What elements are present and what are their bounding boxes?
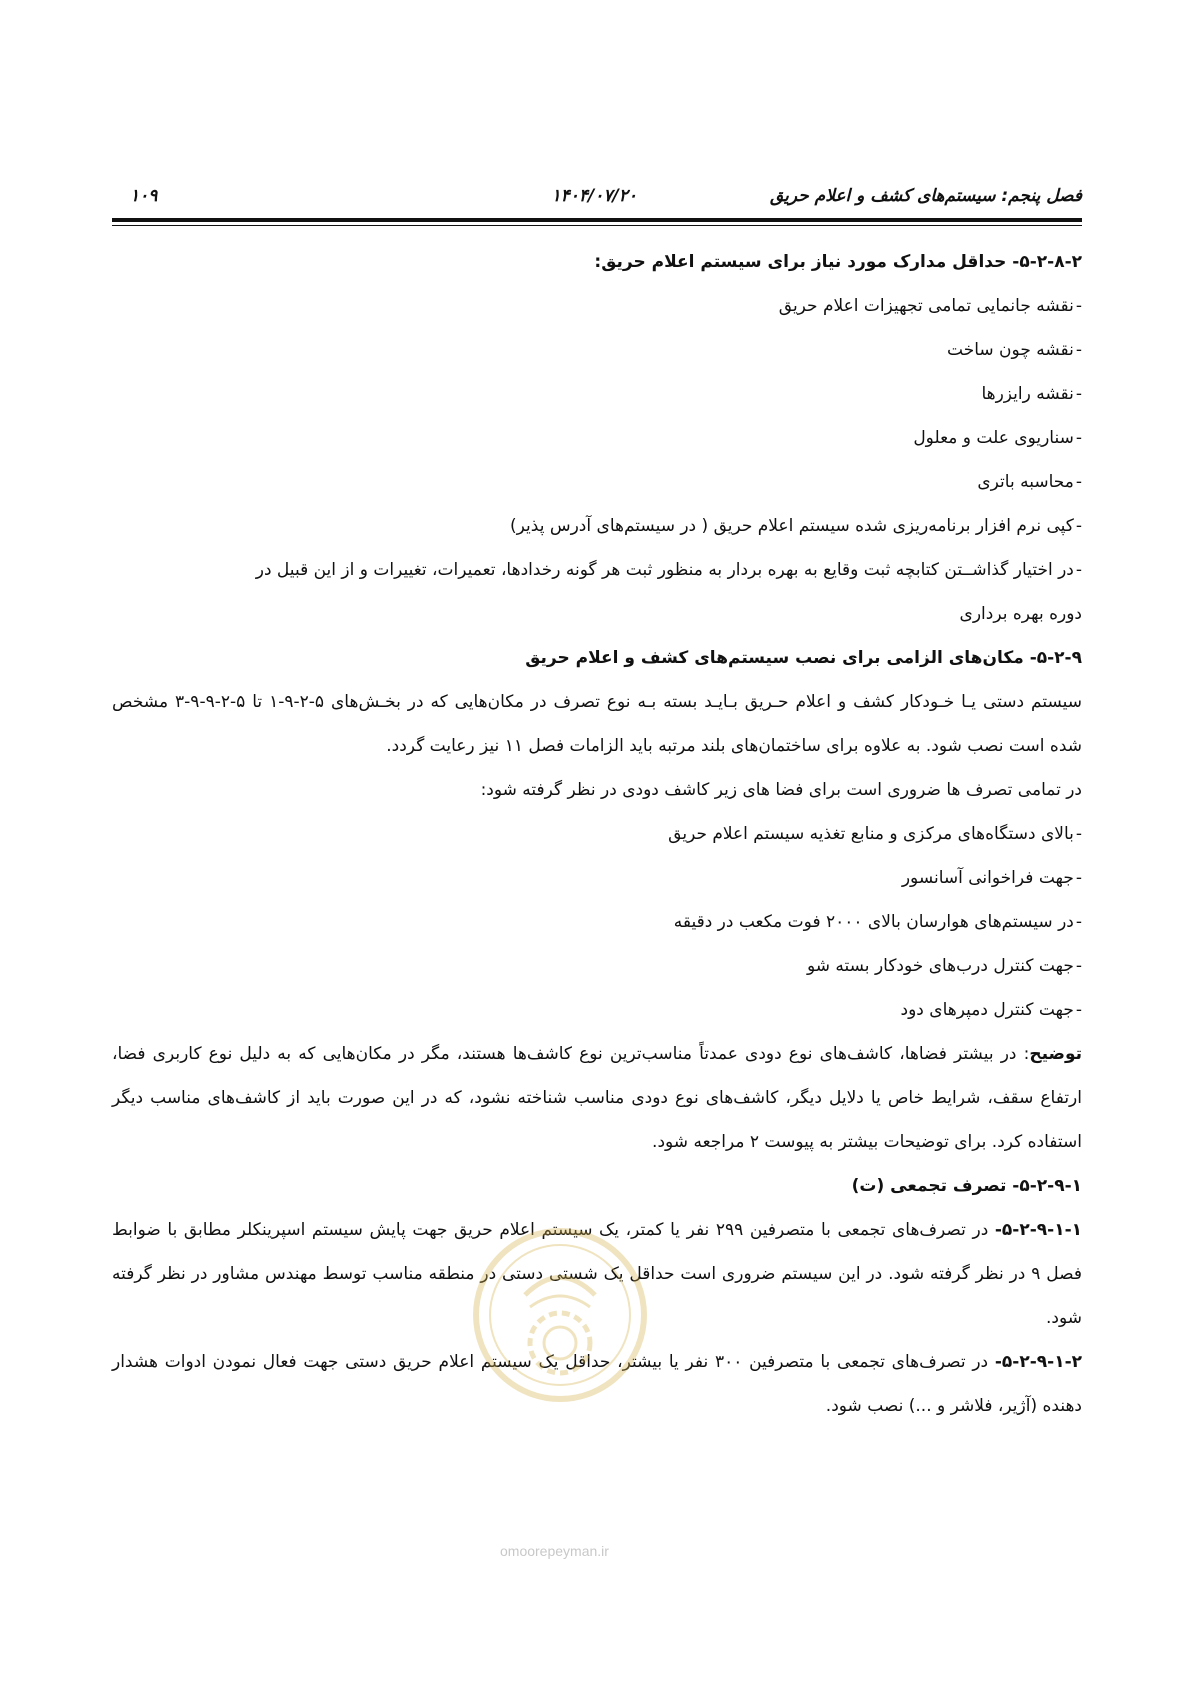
list-item: -کپی نرم افزار برنامه‌ریزی شده سیستم اعلام حریق ( در سیستم‌های آدرس پذیر) <box>510 516 1082 536</box>
note-label: توضیح <box>1029 1044 1082 1064</box>
section-docs-heading: ۵-۲-۸-۲- حداقل مدارک مورد نیاز برای سیستم اعلام حریق: <box>594 252 1082 272</box>
list-item: -جهت کنترل دمپرهای دود <box>900 1000 1082 1020</box>
list-item: -نقشه چون ساخت <box>947 340 1082 360</box>
list-item: -در اختیار گذاشــتن کتابچه ثبت وقایع به بهره بردار به منظور ثبت هر گونه رخدادها، تعمیرات، تغییرات و از این قبیل در <box>255 560 1082 580</box>
list-item: -در سیستم‌های هوارسان بالای ۲۰۰۰ فوت مکعب در دقیقه <box>673 912 1082 932</box>
smoke-detector-intro: در تمامی تصرف ها ضروری است برای فضا های زیر کاشف دودی در نظر گرفته شود: <box>480 780 1082 800</box>
list-item: -نقشه جانمایی تمامی تجهیزات اعلام حریق <box>778 296 1082 316</box>
seal-watermark-icon <box>470 1225 650 1405</box>
list-item: -محاسبه باتری <box>977 472 1082 492</box>
clause-label: ۵-۲-۹-۱-۲- <box>994 1352 1083 1372</box>
list-item: -سناریوی علت و معلول <box>913 428 1082 448</box>
list-item: -نقشه رایزرها <box>981 384 1082 404</box>
section-locations-heading: ۵-۲-۹- مکان‌های الزامی برای نصب سیستم‌های کشف و اعلام حریق <box>525 648 1082 668</box>
header-rule-thin <box>112 225 1082 226</box>
chapter-title: فصل پنجم: سیستم‌های کشف و اعلام حریق <box>769 186 1082 206</box>
assembly-paragraph-1: ۵-۲-۹-۱-۱- در تصرف‌های تجمعی با متصرفین ۲۹۹ نفر یا کمتر، یک سیستم اعلام حریق جهت پایش سیستم اسپرینکلر مطابق با ضوابط فصل ۹ در نظر گرفته شود. در این سیستم ضروری است حداقل یک شستی دستی در منطقه مناسب توسط مهندس مشاور در نظر گرفته شود. <box>112 1220 1083 1328</box>
header-rule-thick <box>112 218 1082 222</box>
section-locations-intro: سیستم دستی یـا خـودکار کشف و اعلام حـریق بـایـد بسته بـه نوع تصرف در مکان‌هایی که در بخـش‌های ۵-۲-۹-۱ تا ۵-۲-۹-۹-۳ مشخص شده است نصب شود. به علاوه برای ساختمان‌های بلند مرتبه باید الزامات فصل ۱۱ نیز رعایت گردد. <box>112 692 1083 756</box>
list-item: -بالای دستگاه‌های مرکزی و منابع تغذیه سیستم اعلام حریق <box>668 824 1082 844</box>
section-assembly-heading: ۵-۲-۹-۱- تصرف تجمعی (ت) <box>851 1176 1082 1196</box>
list-item: -جهت فراخوانی آسانسور <box>901 868 1082 888</box>
watermark-url: omoorepeyman.ir <box>500 1543 609 1559</box>
assembly-paragraph-2: ۵-۲-۹-۱-۲- در تصرف‌های تجمعی با متصرفین ۳۰۰ نفر یا بیشتر، حداقل یک سیستم اعلام حریق دستی جهت فعال نمودن ادوات هشدار دهنده (آژیر، فلاشر و ...) نصب شود. <box>112 1352 1083 1416</box>
page-number: ۱۰۹ <box>130 186 158 206</box>
list-item-continuation: دوره بهره برداری <box>959 604 1082 624</box>
page-header <box>112 180 1082 210</box>
note-paragraph <box>112 1032 1082 1164</box>
header-date: ۱۴۰۴/۰۷/۲۰ <box>551 186 637 206</box>
clause-label: ۵-۲-۹-۱-۱- <box>994 1220 1083 1240</box>
list-item: -جهت کنترل درب‌های خودکار بسته شو <box>806 956 1082 976</box>
note-text: : در بیشتر فضاها، کاشف‌های نوع دودی عمدتاً مناسب‌ترین نوع کاشف‌ها هستند، مگر در مکان‌هایی که به دلیل نوع کاربری فضا، ارتفاع سقف، شرایط خاص یا دلایل دیگر، کاشف‌های نوع دودی مناسب شناخته نشود، که در این صورت باید از کاشف‌های مناسب دیگر استفاده کرد. برای توضیحات بیشتر به پیوست ۲ مراجعه شود. <box>112 1044 1082 1152</box>
